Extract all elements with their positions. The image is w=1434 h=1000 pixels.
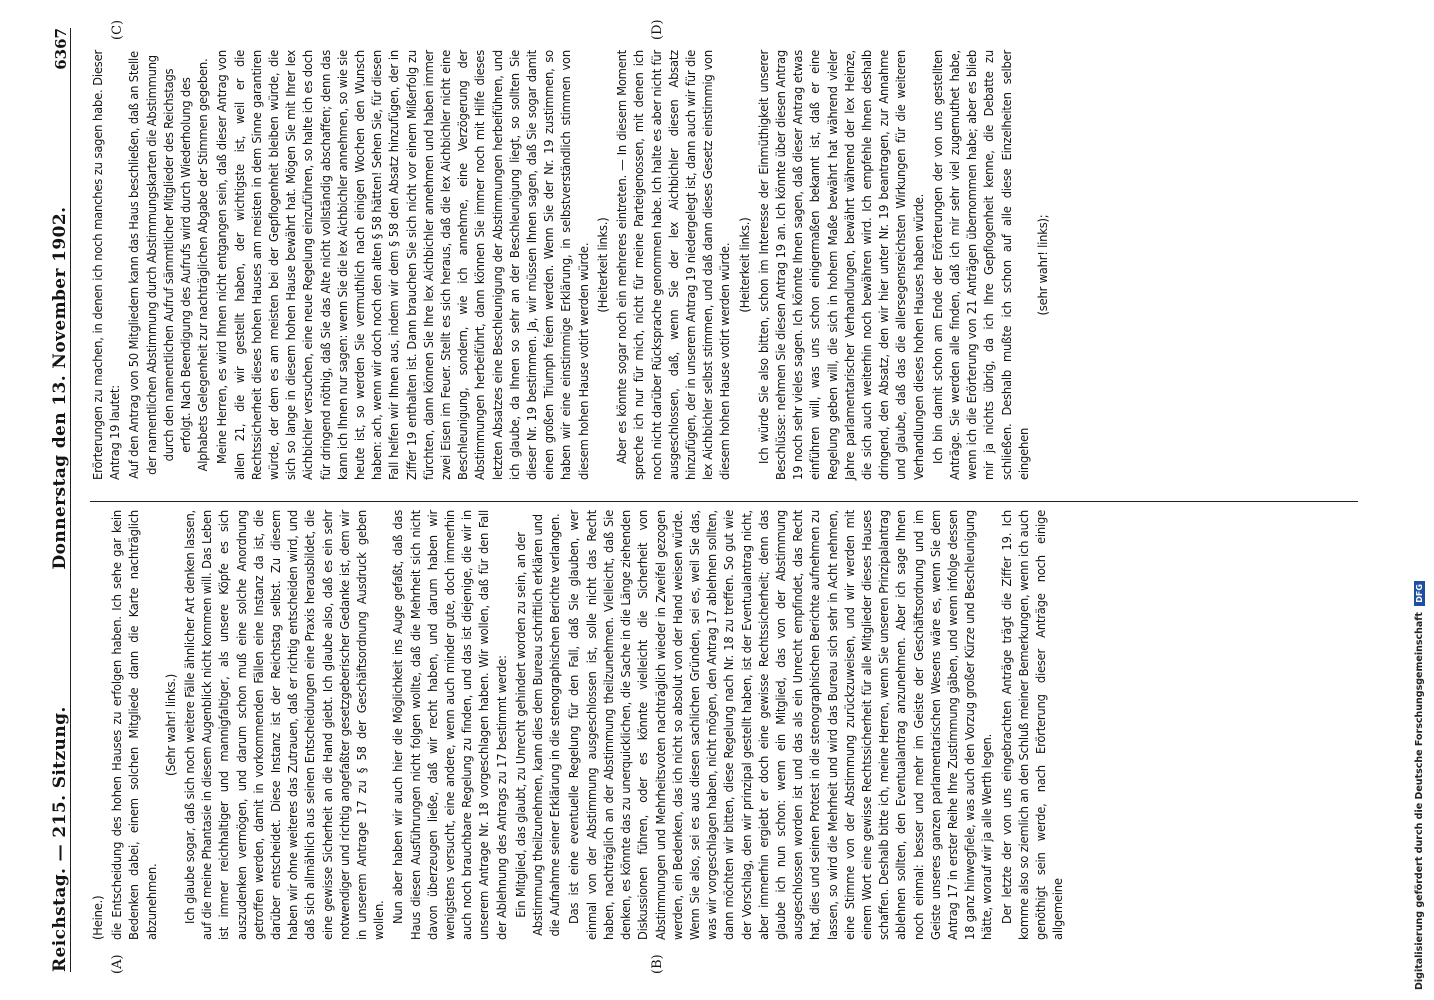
digitization-text: Digitalisierung gefördert durch die Deutsche Forschungsgemeinschaft	[1414, 612, 1425, 990]
paragraph: Aber es könnte sogar noch ein mehreres eintreten. — In diesem Moment spreche ich nur für mich, nicht für meine Parteigenossen, mit denen ich noch nicht darüber Rücksprache genommen habe. Ich halte es aber nicht für ausgeschlossen, daß, wenn Sie der lex Aichbichler diesen Absatz hinzufügen, der in unserem Antrag 19 niedergelegt ist, dann auch wir für die lex Aichbichler selbst stimmen, und daß dann dieses Gesetz einstimmig von diesem hohen Hause votirt werden würde.	[615, 50, 734, 480]
paragraph: (Sehr wahr! links.)	[163, 673, 179, 777]
paragraph: Meine Herren, es wird Ihnen nicht entgangen sein, daß dieser Antrag von allen 21, die wir gestellt haben, der wichtigste ist, weil er die Rechtssicherheit dieses hohen Hauses am meisten in dem Sinne garantiren würde, der dem es am meisten bei der Gepflogenheit bleiben würde, die sich so lange in diesem hohen Hause bewährt hat. Mögen Sie mit Ihrer lex Aichbichler versuchen, eine neue Regelung einzuführen, so halte ich es doch für dringend nöthig, daß Sie das Alte nicht vollständig abschaffen; denn das kann ich Ihnen nur sagen: wenn Sie die lex Aichbichler annehmen, so wie sie heute ist, so werden Sie vermuthlich nach einigen Wochen den Wunsch haben: ach, wenn wir doch noch den alten § 58 hätten! Sehen Sie, für diesen Fall helfen wir Ihnen aus, indem wir dem § 58 den Absatz hinzufügen, der in Ziffer 19 enthalten ist. Dann brauchen Sie sich nicht vor einem Mißerfolg zu fürchten, dann können Sie Ihre lex Aichbichler annehmen und haben immer zwei Eisen im Feuer. Stellt es sich heraus, daß die lex Aichbichler nicht eine Beschleunigung, sondern, wie ich annehme, eine Verzögerung der Abstimmungen herbeiführt, dann können Sie immer noch mit Hilfe dieses letzten Absatzes eine Beschleunigung der Abstimmungen herbeiführen, und ich glaube, da Ihnen so sehr an der Beschleunigung liegt, so sollten Sie dieser Nr. 19 bestimmen. Ja, wir müssen Ihnen sagen, daß Sie sogar damit einen großen Triumph feiern werden. Wenn Sie der Nr. 19 zustimmen, so haben wir eine einstimmige Erklärung, in selbstverständlich stimmen von diesem hohen Hause votirt werden würde.	[215, 50, 592, 480]
page-number: 6367	[52, 28, 70, 70]
paragraph: Das ist eine eventuelle Regelung für den Fall, daß Sie glauben, wer einmal von der Abstimmung ausgeschlossen ist, solle nicht das Recht haben, nachträglich an der Abstimmung theilzunehmen. Vielleicht, daß Sie denken, es könnte das zu unerquicklichen, die Sache in die Länge ziehenden Diskussionen führen, oder es könnte vielleicht die Sicherheit von Abstimmungen und Mehrheitsvoten nachträglich wieder in Zweifel gezogen werden, ein Bedenken, das ich nicht so absolut von der Hand weisen würde. Wenn Sie also, sei es aus diesen sachlichen Gründen, sei es, weil Sie das, was wir vorgeschlagen haben, nicht mögen, den Antrag 17 ablehnen sollten, dann möchten wir bitten, diese Regelung nach Nr. 18 zu treffen. So gut wie der Vorschlag, den wir prinzipal gestellt haben, ist der Eventualantrag nicht, aber immerhin ergiebt er doch eine gewisse Rechtssicherheit; denn das glaube ich nun schon: wenn ein Mitglied, das von der Abstimmung ausgeschlossen worden ist und das als ein Unrecht empfindet, das Recht hat, dies und seinen Protest in die stenographischen Berichte aufnehmen zu lassen, so wird die Mehrheit und wird das Bureau sich sehr in Acht nehmen, eine Stimme von der Abstimmung zurückzuweisen, und wir werden mit einem Wort eine gewisse Rechtssicherheit für alle Mitglieder dieses Hauses schaffen. Deshalb bitte ich, meine Herren, wenn Sie unseren Prinzipalantrag ablehnen sollten, den Eventualantrag anzunehmen. Aber ich sage Ihnen noch einmal: besser und mehr im Geiste der Geschäftsordnung und im Geiste unseres ganzen parlamentarischen Wesens wäre es, wenn Sie dem Antrag 17 in erster Reihe Ihre Zustimmung gäben, und wenn infolge dessen 18 ganz hinwegfiele, was auch den Vorzug großer Kürze und Beschleunigung hätte, worauf wir ja alle Werth legen.	[567, 510, 996, 940]
scanned-page	[10, 20, 1370, 980]
dfg-logo: DFG	[1414, 581, 1425, 606]
paragraph: Ich glaube sogar, daß sich noch weitere Fälle ähnlicher Art denken lassen, auf die meine Phantasie in diesem Augenblick nicht kommen will. Das Leben ist immer reichhaltiger und mannigfaltiger, als unsere Köpfe es sich auszudenken vermögen, und darum schon muß eine solche Anordnung getroffen werden, damit in vorkommenden Fällen eine Instanz da ist, die darüber entscheidet. Diese Instanz ist der Reichstag selbst. Zu diesem haben wir ohne weiteres das Zutrauen, daß er richtig entscheiden wird, und daß sich allmählich aus seinen Entscheidungen eine Praxis herausbildet, die eine gewisse Sicherheit an die Hand giebt. Ich glaube also, daß es ein sehr notwendiger und richtig angefaßter gesetzgeberischer Gedanke ist, dem wir in unserem Antrage 17 zu § 58 der Geschäftsordnung Ausdruck geben wollen.	[183, 510, 388, 940]
margin-marker-d: (D)	[650, 19, 665, 40]
digitization-note	[1410, 40, 1430, 1000]
page-content	[10, 20, 1370, 980]
session-title: Reichstag. — 215. Sitzung.	[50, 706, 70, 972]
paragraph: Nun aber haben wir auch hier die Möglichkeit ins Auge gefaßt, daß das Haus diesen Ausführungen nicht folgen wollte, daß die Mehrheit sich nicht davon überzeugen ließe, daß wir recht haben, und darum haben wir wenigstens versucht, eine andere, wenn auch minder gute, doch immerhin auch noch brauchbare Regelung zu finden, und das ist diejenige, die wir in unserem Antrage Nr. 18 vorgeschlagen haben. Wir wollen, daß für den Fall der Ablehnung des Antrags zu 17 bestimmt werde:	[391, 510, 510, 940]
paragraph: (Heine.)	[91, 895, 106, 940]
margin-marker-c: (C)	[110, 19, 125, 40]
text-column-right	[90, 50, 1360, 480]
paragraph: (Heiterkeit links.)	[737, 217, 753, 313]
paragraph: (Heiterkeit links.)	[595, 217, 611, 313]
paragraph: Erörterungen zu machen, in denen ich noch manches zu sagen habe. Dieser Antrag 19 lautet:	[91, 50, 124, 480]
paragraph: (sehr wahr! links);	[1035, 214, 1051, 316]
column-divider	[90, 501, 1358, 502]
session-date: Donnerstag den 13. November 1902.	[50, 206, 70, 570]
page-header	[30, 28, 71, 972]
paragraph: Ein Mitglied, das glaubt, zu Unrecht gehindert worden zu sein, an der Abstimmung theilzunehmen, kann dies dem Bureau schriftlich erklären und die Aufnahme seiner Erklärung in die stenographischen Berichte verlangen.	[513, 513, 564, 937]
margin-marker-a: (A)	[110, 954, 125, 974]
paragraph: Ich würde Sie also bitten, schon im Interesse der Einmüthigkeit unserer Beschlüsse: nehmen Sie diesen Antrag 19 an. Ich könnte über diesen Antrag 19 noch sehr vieles sagen. Ich könnte Ihnen sagen, daß dieser Antrag etwas einführen will, was uns schon einigermaßen bekannt ist, daß er eine Regelung geben will, die sich in hohem Maße bewährt hat während vieler Jahre parlamentarischer Verhandlungen, bewährt während der lex Heinze, die sich auch weiterhin noch bewähren wird. Ich empfehle Ihnen deshalb dringend, den Absatz, den wir hier unter Nr. 19 beantragen, zur Annahme und glaube, daß das die allersegensreichsten Wirkungen für die weiteren Verhandlungen dieses hohen Hauses haben würde.	[756, 50, 927, 480]
paragraph: Der letzte der von uns eingebrachten Anträge trägt die Ziffer 19. Ich komme also so ziemlich an den Schluß meiner Bemerkungen, wenn ich auch genöthigt sein werde, nach Erörterung dieser Anträge noch einige allgemeine	[999, 510, 1067, 940]
paragraph: Auf den Antrag von 50 Mitgliedern kann das Haus beschließen, daß an Stelle der namentlichen Abstimmung durch Abstimmungskarten die Abstimmung durch den namentlichen Aufruf sämmtlicher Mitglieder des Reichstags erfolgt. Nach Beendigung des Aufrufs wird durch Wiederholung des Alphabets Gelegenheit zur nachträglichen Abgabe der Stimmen gegeben.	[127, 51, 212, 479]
paragraph: die Entscheidung des hohen Hauses zu erfolgen haben. Ich sehe gar kein Bedenken dabei, einem solchen Mitgliede dann die Karte nachträglich abzunehmen.	[110, 510, 160, 940]
paragraph: Ich bin damit schon am Ende der Erörterungen der von uns gestellten Anträge. Sie werden alle finden, daß ich mir sehr viel zugemuthet habe, wenn ich die Erörterung von 21 Anträgen übernommen habe; aber es blieb mir ja nichts übrig, da ich Ihre Gepflogenheit kenne, die Debatte zu schließen. Deshalb mußte ich schon auf alle diese Einzelheiten selber eingehen	[930, 50, 1032, 480]
margin-marker-b: (B)	[650, 954, 665, 974]
text-column-left	[90, 510, 1360, 940]
